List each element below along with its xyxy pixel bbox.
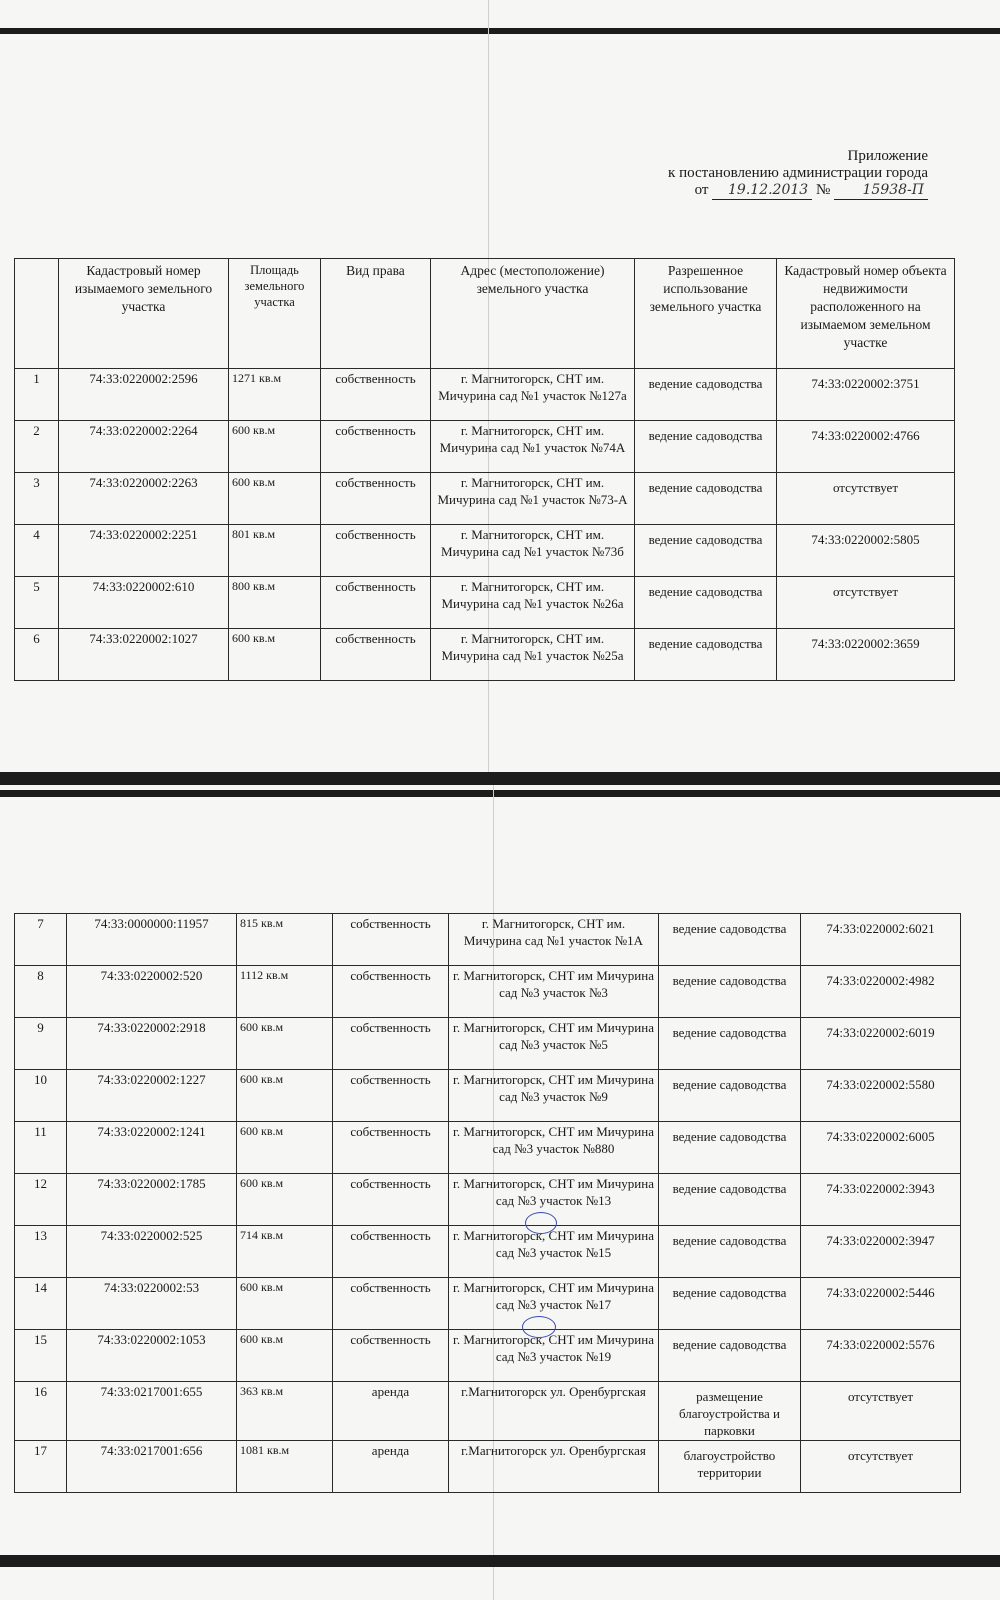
object-cadastral-number: отсутствует <box>777 577 955 629</box>
permitted-use: ведение садоводства <box>635 525 777 577</box>
row-number: 13 <box>15 1226 67 1278</box>
right-type: собственность <box>333 1278 449 1330</box>
plot-area: 1271 кв.м <box>229 369 321 421</box>
table-row <box>15 473 955 525</box>
plot-area: 600 кв.м <box>237 1070 333 1122</box>
permitted-use: ведение садоводства <box>659 966 801 1018</box>
row-number: 17 <box>15 1441 67 1493</box>
col-header-right: Вид права <box>321 259 431 369</box>
object-cadastral-number: 74:33:0220002:5576 <box>801 1330 961 1382</box>
table-row <box>15 914 961 966</box>
document-page-2 <box>0 785 1000 1600</box>
permitted-use: благоустройство территории <box>659 1441 801 1493</box>
cadastral-number: 74:33:0220002:2596 <box>59 369 229 421</box>
object-cadastral-number: 74:33:0220002:4982 <box>801 966 961 1018</box>
row-number: 7 <box>15 914 67 966</box>
right-type: собственность <box>333 1174 449 1226</box>
scan-edge-bottom <box>0 772 1000 785</box>
row-number: 14 <box>15 1278 67 1330</box>
scan-edge-bottom <box>0 1555 1000 1567</box>
plot-area: 800 кв.м <box>229 577 321 629</box>
row-number: 5 <box>15 577 59 629</box>
plot-address: г. Магнитогорск, СНТ им. Мичурина сад №1 участок №73б <box>431 525 635 577</box>
plot-address: г.Магнитогорск ул. Оренбургская <box>449 1441 659 1493</box>
plot-area: 600 кв.м <box>229 629 321 681</box>
plot-address: г. Магнитогорск, СНТ им Мичурина сад №3 участок №5 <box>449 1018 659 1070</box>
plot-area: 815 кв.м <box>237 914 333 966</box>
right-type: собственность <box>321 577 431 629</box>
table-row <box>15 525 955 577</box>
right-type: собственность <box>321 421 431 473</box>
right-type: собственность <box>333 1018 449 1070</box>
table-row <box>15 1441 961 1493</box>
plot-address: г. Магнитогорск, СНТ им Мичурина сад №3 участок №13 <box>449 1174 659 1226</box>
right-type: собственность <box>333 914 449 966</box>
plot-address: г. Магнитогорск, СНТ им Мичурина сад №3 участок №3 <box>449 966 659 1018</box>
number-prefix: № <box>815 182 831 198</box>
plot-area: 714 кв.м <box>237 1226 333 1278</box>
permitted-use: ведение садоводства <box>659 914 801 966</box>
table-row <box>15 1122 961 1174</box>
cadastral-number: 74:33:0220002:1053 <box>67 1330 237 1382</box>
plot-area: 600 кв.м <box>237 1018 333 1070</box>
row-number: 2 <box>15 421 59 473</box>
row-number: 11 <box>15 1122 67 1174</box>
object-cadastral-number: 74:33:0220002:3947 <box>801 1226 961 1278</box>
row-number: 16 <box>15 1382 67 1441</box>
right-type: аренда <box>333 1441 449 1493</box>
plot-address: г. Магнитогорск, СНТ им. Мичурина сад №1 участок №26а <box>431 577 635 629</box>
right-type: собственность <box>321 369 431 421</box>
object-cadastral-number: 74:33:0220002:3943 <box>801 1174 961 1226</box>
table-row <box>15 577 955 629</box>
plot-address: г. Магнитогорск, СНТ им. Мичурина сад №1 участок №1А <box>449 914 659 966</box>
permitted-use: ведение садоводства <box>659 1122 801 1174</box>
plot-address: г. Магнитогорск, СНТ им Мичурина сад №3 участок №15 <box>449 1226 659 1278</box>
plot-address: г. Магнитогорск, СНТ им Мичурина сад №3 участок №880 <box>449 1122 659 1174</box>
header-subtitle: к постановлению администрации города <box>668 165 928 181</box>
plot-address: г. Магнитогорск, СНТ им. Мичурина сад №1 участок №73-А <box>431 473 635 525</box>
object-cadastral-number: 74:33:0220002:6021 <box>801 914 961 966</box>
col-header-area: Площадь земельного участка <box>229 259 321 369</box>
plot-area: 600 кв.м <box>237 1174 333 1226</box>
right-type: собственность <box>333 1070 449 1122</box>
plot-area: 363 кв.м <box>237 1382 333 1441</box>
cadastral-number: 74:33:0217001:655 <box>67 1382 237 1441</box>
plot-area: 600 кв.м <box>237 1278 333 1330</box>
plot-area: 801 кв.м <box>229 525 321 577</box>
permitted-use: ведение садоводства <box>659 1330 801 1382</box>
ink-circle-mark <box>525 1212 557 1234</box>
table-row <box>15 1174 961 1226</box>
plot-area: 1081 кв.м <box>237 1441 333 1493</box>
object-cadastral-number: 74:33:0220002:6005 <box>801 1122 961 1174</box>
plot-address: г. Магнитогорск, СНТ им Мичурина сад №3 участок №17 <box>449 1278 659 1330</box>
object-cadastral-number: 74:33:0220002:6019 <box>801 1018 961 1070</box>
right-type: собственность <box>333 1330 449 1382</box>
right-type: собственность <box>321 473 431 525</box>
table-row <box>15 1382 961 1441</box>
table-row <box>15 1330 961 1382</box>
col-header-cadastral: Кадастровый номер изымаемого земельного участка <box>59 259 229 369</box>
table-row <box>15 966 961 1018</box>
cadastral-number: 74:33:0220002:2251 <box>59 525 229 577</box>
scan-edge-top <box>0 790 1000 797</box>
date-prefix: от <box>694 182 709 198</box>
document-page-1 <box>0 0 1000 785</box>
object-cadastral-number: отсутствует <box>801 1441 961 1493</box>
permitted-use: ведение садоводства <box>635 577 777 629</box>
permitted-use: ведение садоводства <box>635 629 777 681</box>
row-number: 6 <box>15 629 59 681</box>
permitted-use: размещение благоустройства и парковки <box>659 1382 801 1441</box>
cadastral-number: 74:33:0220002:610 <box>59 577 229 629</box>
permitted-use: ведение садоводства <box>635 421 777 473</box>
scan-edge-top <box>0 28 1000 34</box>
cadastral-number: 74:33:0220002:2918 <box>67 1018 237 1070</box>
cadastral-number: 74:33:0220002:2263 <box>59 473 229 525</box>
plot-address: г. Магнитогорск, СНТ им Мичурина сад №3 участок №19 <box>449 1330 659 1382</box>
col-header-address: Адрес (местоположение) земельного участка <box>431 259 635 369</box>
plot-area: 600 кв.м <box>229 421 321 473</box>
right-type: собственность <box>321 629 431 681</box>
object-cadastral-number: 74:33:0220002:5446 <box>801 1278 961 1330</box>
col-header-index <box>15 259 59 369</box>
object-cadastral-number: 74:33:0220002:5805 <box>777 525 955 577</box>
col-header-use: Разрешенное использование земельного участка <box>635 259 777 369</box>
header-title: Приложение <box>847 148 928 164</box>
right-type: собственность <box>333 966 449 1018</box>
plot-address: г. Магнитогорск, СНТ им. Мичурина сад №1 участок №25а <box>431 629 635 681</box>
permitted-use: ведение садоводства <box>659 1174 801 1226</box>
plot-area: 1112 кв.м <box>237 966 333 1018</box>
ink-circle-mark <box>522 1316 556 1338</box>
right-type: собственность <box>333 1122 449 1174</box>
land-plots-table-page1 <box>14 258 955 681</box>
plot-area: 600 кв.м <box>237 1122 333 1174</box>
object-cadastral-number: 74:33:0220002:3659 <box>777 629 955 681</box>
plot-address: г. Магнитогорск, СНТ им Мичурина сад №3 участок №9 <box>449 1070 659 1122</box>
cadastral-number: 74:33:0220002:525 <box>67 1226 237 1278</box>
object-cadastral-number: отсутствует <box>777 473 955 525</box>
cadastral-number: 74:33:0220002:1241 <box>67 1122 237 1174</box>
cadastral-number: 74:33:0000000:11957 <box>67 914 237 966</box>
land-plots-table-page2 <box>14 913 961 1493</box>
right-type: аренда <box>333 1382 449 1441</box>
permitted-use: ведение садоводства <box>659 1226 801 1278</box>
row-number: 3 <box>15 473 59 525</box>
object-cadastral-number: 74:33:0220002:5580 <box>801 1070 961 1122</box>
cadastral-number: 74:33:0220002:520 <box>67 966 237 1018</box>
row-number: 10 <box>15 1070 67 1122</box>
permitted-use: ведение садоводства <box>635 473 777 525</box>
cadastral-number: 74:33:0220002:1785 <box>67 1174 237 1226</box>
table-row <box>15 421 955 473</box>
appendix-header <box>668 148 928 200</box>
right-type: собственность <box>333 1226 449 1278</box>
table-header-row <box>15 259 955 369</box>
cadastral-number: 74:33:0220002:53 <box>67 1278 237 1330</box>
date-handwritten: 19.12.2013 <box>712 182 812 200</box>
permitted-use: ведение садоводства <box>635 369 777 421</box>
cadastral-number: 74:33:0220002:2264 <box>59 421 229 473</box>
cadastral-number: 74:33:0217001:656 <box>67 1441 237 1493</box>
plot-area: 600 кв.м <box>229 473 321 525</box>
row-number: 4 <box>15 525 59 577</box>
permitted-use: ведение садоводства <box>659 1018 801 1070</box>
plot-area: 600 кв.м <box>237 1330 333 1382</box>
permitted-use: ведение садоводства <box>659 1278 801 1330</box>
plot-address: г. Магнитогорск, СНТ им. Мичурина сад №1 участок №127а <box>431 369 635 421</box>
table-row <box>15 1278 961 1330</box>
row-number: 8 <box>15 966 67 1018</box>
plot-address: г.Магнитогорск ул. Оренбургская <box>449 1382 659 1441</box>
cadastral-number: 74:33:0220002:1027 <box>59 629 229 681</box>
cadastral-number: 74:33:0220002:1227 <box>67 1070 237 1122</box>
permitted-use: ведение садоводства <box>659 1070 801 1122</box>
row-number: 1 <box>15 369 59 421</box>
table-row <box>15 1018 961 1070</box>
row-number: 15 <box>15 1330 67 1382</box>
col-header-object: Кадастровый номер объекта недвижимости расположенного на изымаемом земельном участке <box>777 259 955 369</box>
object-cadastral-number: отсутствует <box>801 1382 961 1441</box>
plot-address: г. Магнитогорск, СНТ им. Мичурина сад №1 участок №74А <box>431 421 635 473</box>
number-handwritten: 15938-П <box>834 182 928 200</box>
object-cadastral-number: 74:33:0220002:4766 <box>777 421 955 473</box>
table-row <box>15 369 955 421</box>
right-type: собственность <box>321 525 431 577</box>
header-date-number <box>668 182 928 200</box>
table-row <box>15 629 955 681</box>
table-row <box>15 1070 961 1122</box>
object-cadastral-number: 74:33:0220002:3751 <box>777 369 955 421</box>
row-number: 9 <box>15 1018 67 1070</box>
row-number: 12 <box>15 1174 67 1226</box>
table-row <box>15 1226 961 1278</box>
